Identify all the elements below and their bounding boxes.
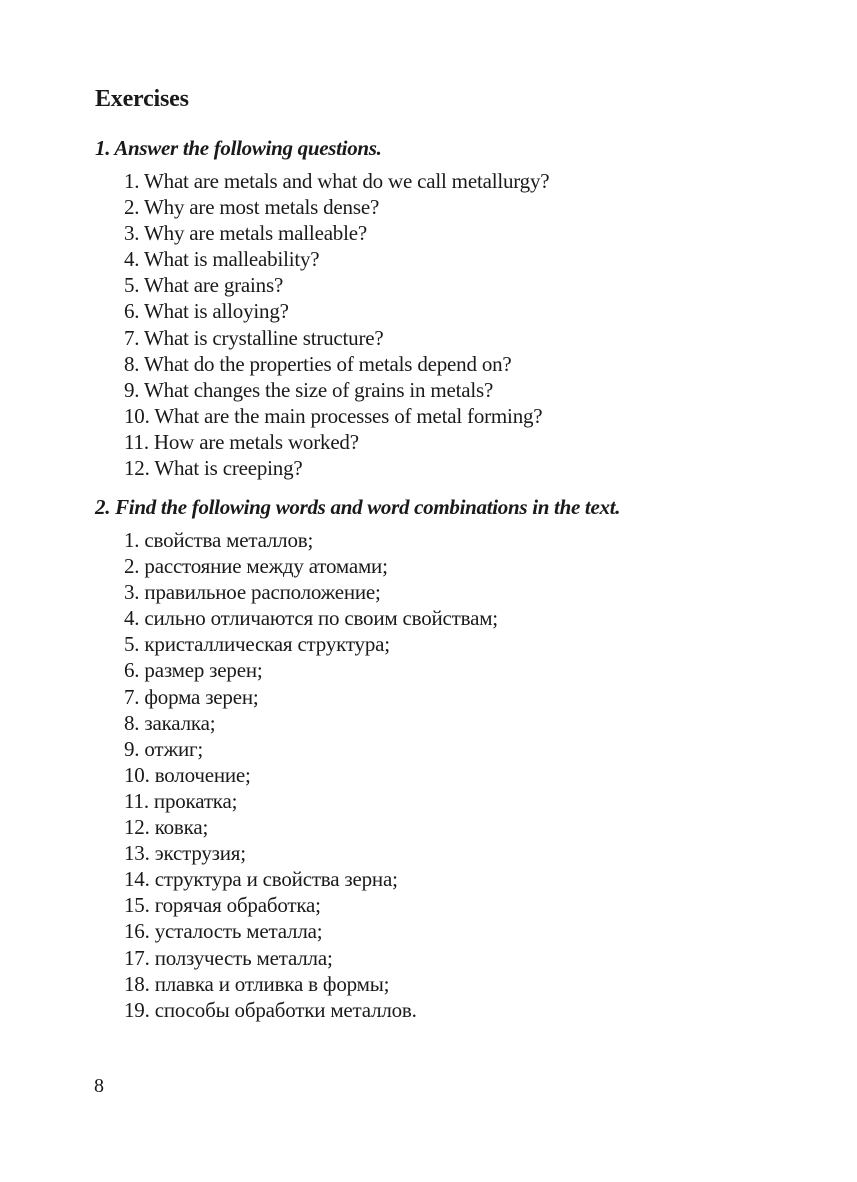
term-item: 16. усталость металла; [124,919,323,944]
page-number: 8 [94,1075,104,1097]
term-item: 12. ковка; [124,815,209,840]
term-item: 11. прокатка; [124,788,238,813]
section-title: Exercises [95,86,189,112]
term-item: 1. свойства металлов; [124,528,314,552]
question-item: 11. How are metals worked? [124,429,359,454]
question-item: 12. What is creeping? [124,456,303,481]
term-item: 6. размер зерен; [124,658,263,683]
question-item: 10. What are the main processes of metal forming? [124,403,543,428]
term-item: 15. горячая обработка; [124,893,321,918]
exercise-1-question-list [124,168,549,481]
question-item: 5. What are grains? [124,273,284,298]
question-item: 2. Why are most metals dense? [124,195,380,220]
question-item: 8. What do the properties of metals depend on? [124,351,512,376]
question-item: 9. What changes the size of grains in metals? [124,377,494,402]
term-item: 4. сильно отличаются по своим свойствам; [124,606,498,631]
term-item: 10. волочение; [124,762,251,787]
term-item: 5. кристаллическая структура; [124,632,390,657]
exercise-2-term-list [124,527,498,1023]
term-item: 14. структура и свойства зерна; [124,867,398,892]
question-item: 4. What is malleability? [124,247,320,272]
term-item: 13. экструзия; [124,841,246,866]
term-item: 3. правильное расположение; [124,580,381,605]
term-item: 18. плавка и отливка в формы; [124,971,390,996]
exercise-2-heading: 2. Find the following words and word combinations in the text. [95,495,621,519]
question-item: 7. What is crystalline structure? [124,325,384,350]
question-item: 1. What are metals and what do we call metallurgy? [124,169,550,193]
question-item: 6. What is alloying? [124,299,289,324]
term-item: 19. способы обработки металлов. [124,997,417,1022]
exercise-1-heading: 1. Answer the following questions. [95,136,382,160]
term-item: 17. ползучесть металла; [124,945,333,970]
term-item: 8. закалка; [124,710,216,735]
term-item: 9. отжиг; [124,736,204,761]
question-item: 3. Why are metals malleable? [124,221,367,246]
term-item: 2. расстояние между атомами; [124,554,388,579]
term-item: 7. форма зерен; [124,684,259,709]
